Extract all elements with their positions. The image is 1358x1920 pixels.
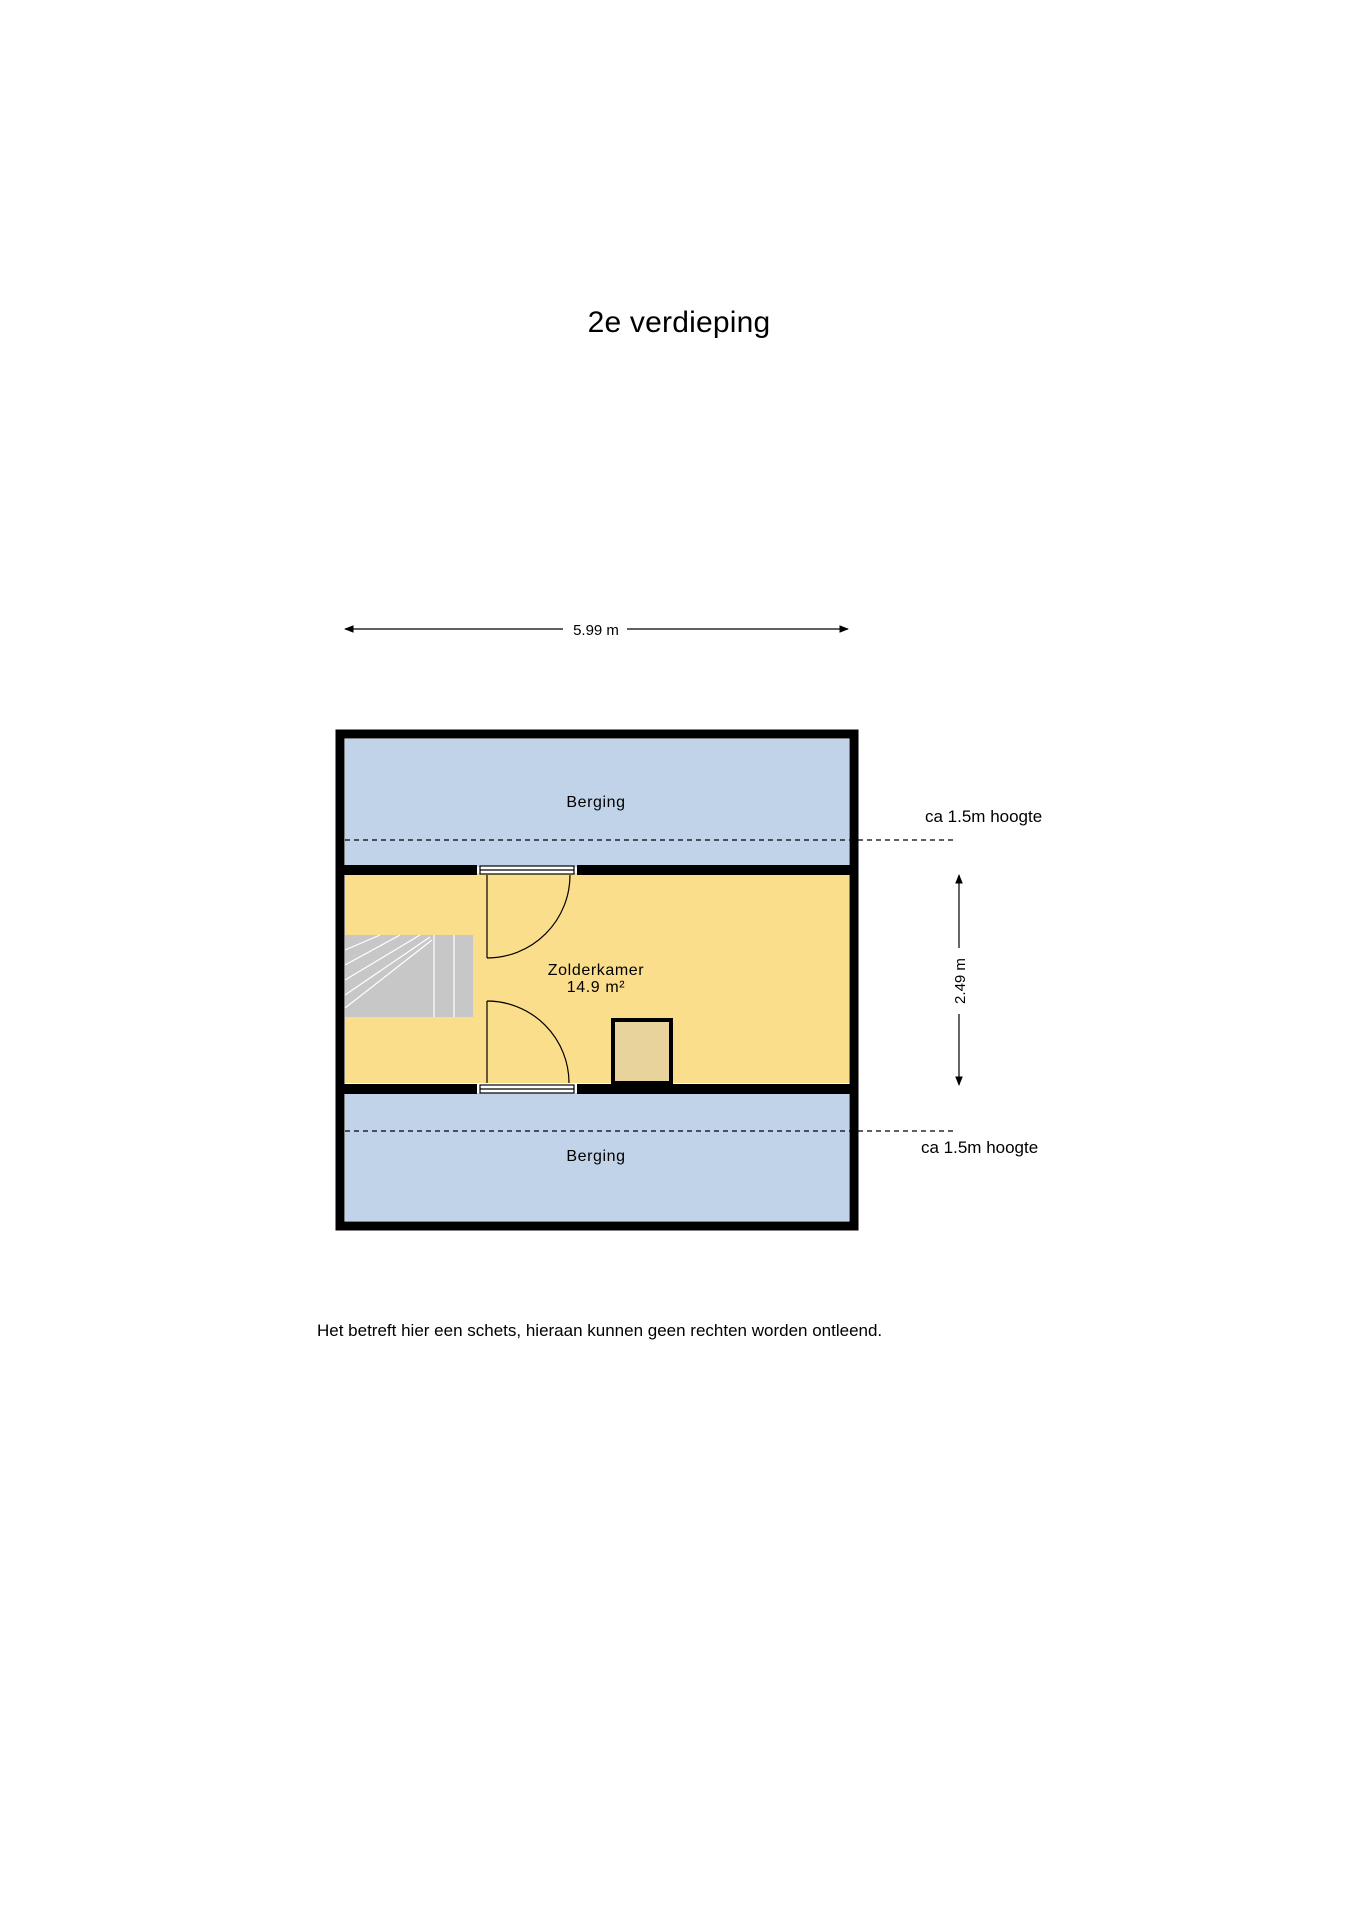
width-dimension (345, 622, 848, 639)
top-storage-label: Berging (566, 794, 626, 811)
stairs (345, 935, 473, 1017)
attic-room-area-label: 14.9 m² (566, 979, 626, 996)
loft-hatch (613, 1020, 671, 1083)
bottom-storage-label: Berging (566, 1148, 626, 1165)
height-dimension (952, 875, 969, 1085)
disclaimer-text: Het betreft hier een schets, hieraan kunnen geen rechten worden ontleend. (317, 1321, 883, 1340)
width-dimension-label: 5.99 m (573, 622, 619, 639)
height-dimension-label: 2.49 m (952, 958, 969, 1004)
floor-title: 2e verdieping (587, 306, 771, 339)
height-note-bottom: ca 1.5m hoogte (921, 1138, 1039, 1157)
attic-room-label: Zolderkamer (547, 962, 645, 979)
height-note-top: ca 1.5m hoogte (925, 807, 1043, 826)
